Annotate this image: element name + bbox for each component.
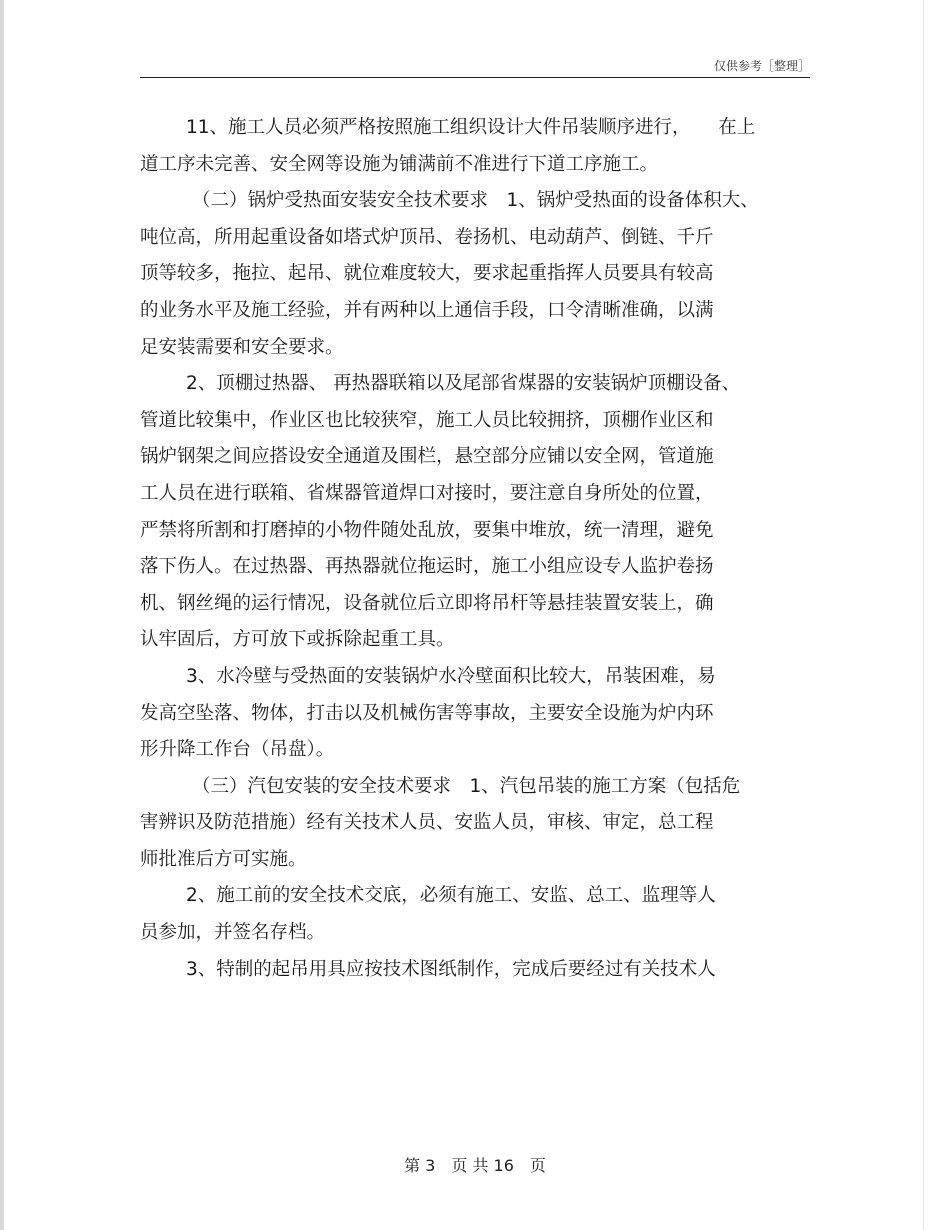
text-line: 足安装需要和安全要求。 (140, 336, 344, 358)
text-line: 害辨识及防范措施）经有关技术人员、安监人员，审核、审定，总工程 (140, 812, 714, 834)
text-line: 师批准后方可实施。 (140, 848, 307, 870)
text-line: 2、顶棚过热器、 再热器联箱以及尾部省煤器的安装锅炉顶棚设备、 (186, 373, 741, 395)
page-footer (0, 1154, 950, 1178)
page-header: 仅供参考［整理］ (713, 59, 810, 73)
text-line: 的业务水平及施工经验，并有两种以上通信手段，口令清晰准确，以满 (140, 299, 714, 321)
text-line: 发高空坠落、物体，打击以及机械伤害等事故，主要安全设施为炉内环 (140, 702, 714, 724)
page-right-edge (923, 0, 924, 1230)
text-line: 道工序未完善、安全网等设施为铺满前不准进行下道工序施工。 (140, 153, 659, 175)
text-line: 吨位高，所用起重设备如塔式炉顶吊、卷扬机、电动葫芦、倒链、千斤 (140, 226, 714, 248)
page-left-edge (0, 0, 4, 1230)
text-line: 员参加，并签名存档。 (140, 922, 326, 944)
text-line: 工人员在进行联箱、省煤器管道焊口对接时，要注意自身所处的位置， (140, 482, 714, 504)
text-line: 认牢固后，方可放下或拆除起重工具。 (140, 629, 455, 651)
text-line: 2、施工前的安全技术交底，必须有施工、安监、总工、监理等人 (186, 885, 716, 907)
text-line: 3、特制的起吊用具应按技术图纸制作，完成后要经过有关技术人 (186, 958, 716, 980)
text-line: 形升降工作台（吊盘）。 (140, 739, 335, 761)
text-line: 落下伤人。在过热器、再热器就位拖运时，施工小组应设专人监护卷扬 (140, 556, 714, 578)
text-line: 锅炉钢架之间应搭设安全通道及围栏，悬空部分应铺以安全网，管道施 (140, 446, 714, 468)
text-line: 3、水冷壁与受热面的安装锅炉水冷壁面积比较大，吊装困难，易 (186, 665, 716, 687)
text-line: 机、钢丝绳的运行情况，设备就位后立即将吊杆等悬挂装置安装上，确 (140, 592, 714, 614)
text-line: 严禁将所割和打磨掉的小物件随处乱放，要集中堆放，统一清理，避免 (140, 519, 714, 541)
text-line: 顶等较多，拖拉、起吊、就位难度较大，要求起重指挥人员要具有较高 (140, 263, 714, 285)
text-line: 11、施工人员必须严格按照施工组织设计大件吊装顺序进行， 在上 (186, 117, 756, 138)
text-line: （二）锅炉受热面安装安全技术要求 1、锅炉受热面的设备体积大、 (192, 190, 759, 212)
header-rule (140, 77, 810, 78)
text-line: （三）汽包安装的安全技术要求 1、汽包吊装的施工方案（包括危 (192, 775, 741, 797)
document-body (140, 110, 830, 988)
text-line: 管道比较集中，作业区也比较狭窄，施工人员比较拥挤，顶棚作业区和 (140, 409, 714, 431)
page-number-label: 第 3 页 共 16 页 (404, 1156, 546, 1175)
